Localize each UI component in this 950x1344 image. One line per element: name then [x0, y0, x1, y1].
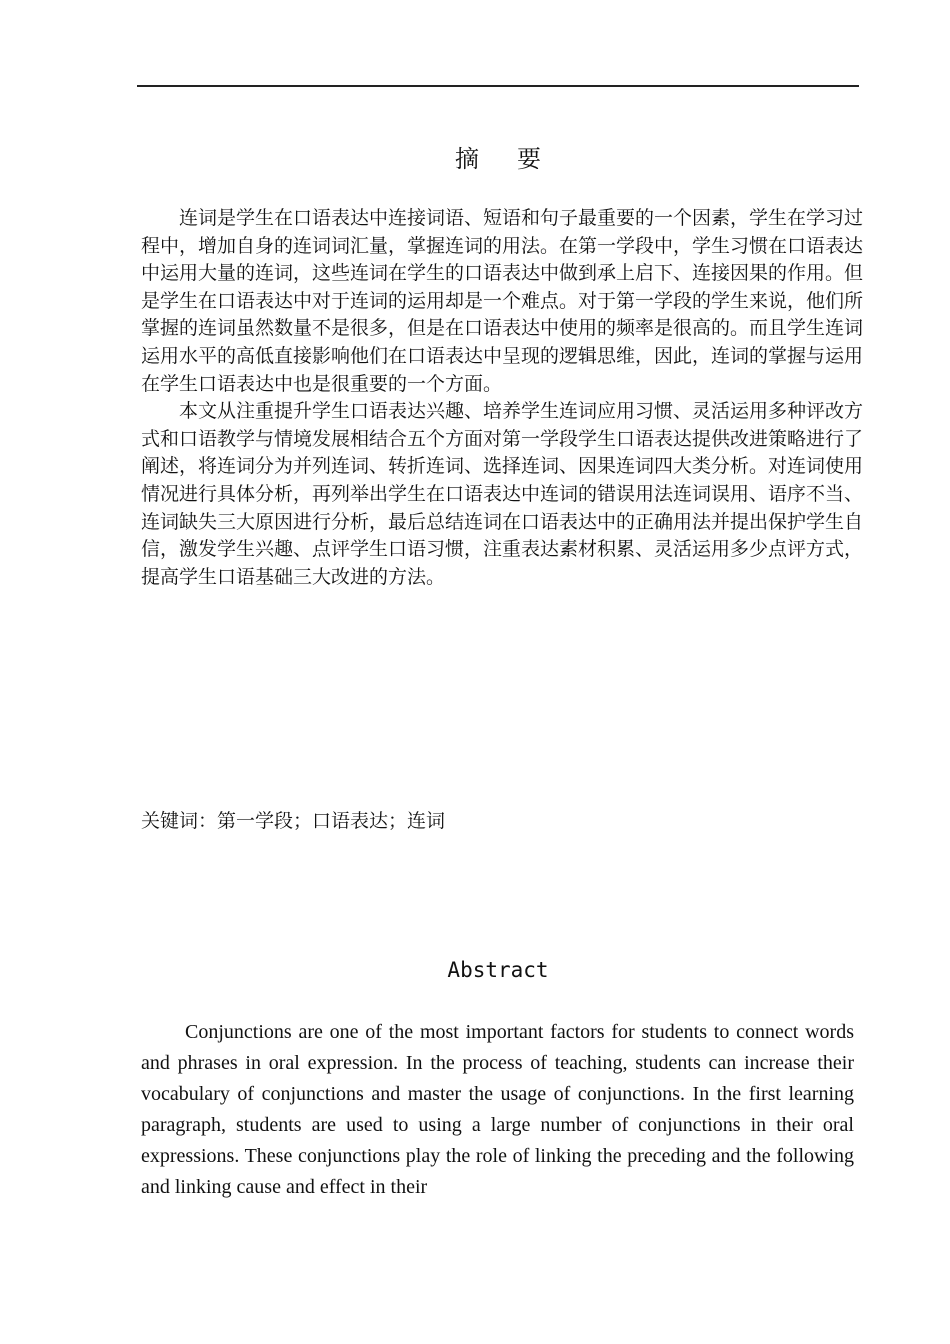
keywords-line — [141, 807, 863, 835]
header-rule — [137, 85, 859, 87]
english-abstract-paragraph-1: Conjunctions are one of the most important factors for students to connect words and phrases in oral expression. In the process of teaching, students can increase their vocabulary of conjunctions and master the usage of conjunctions. In the first learning paragraph, students are used to using a large number of conjunctions in their oral expressions. These conjunctions play the role of linking the preceding and the following and linking cause and effect in their — [141, 1021, 854, 1198]
english-abstract-body — [141, 1017, 854, 1203]
chinese-abstract-title: 摘要 — [455, 145, 579, 173]
chinese-abstract-paragraph-1: 连词是学生在口语表达中连接词语、短语和句子最重要的一个因素，学生在学习过程中，增加自身的连词词汇量，掌握连词的用法。在第一学段中，学生习惯在口语表达中运用大量的连词，这些连词在学生的口语表达中做到承上启下、连接因果的作用。但是学生在口语表达中对于连词的运用却是一个难点。对于第一学段的学生来说，他们所掌握的连词虽然数量不是很多，但是在口语表达中使用的频率是很高的。而且学生连词运用水平的高低直接影响他们在口语表达中呈现的逻辑思维，因此，连词的掌握与运用在学生口语表达中也是很重要的一个方面。 — [141, 207, 864, 395]
chinese-abstract-body — [141, 205, 863, 591]
english-abstract-title: Abstract — [447, 958, 549, 982]
keywords-label: 关键词： — [141, 810, 218, 832]
chinese-abstract-paragraph-2: 本文从注重提升学生口语表达兴趣、培养学生连词应用习惯、灵活运用多种评改方式和口语教学与情境发展相结合五个方面对第一学段学生口语表达提供改进策略进行了阐述，将连词分为并列连词、转折连词、选择连词、因果连词四大类分析。对连词使用情况进行具体分析，再列举出学生在口语表达中连词的错误用法连词误用、语序不当、连词缺失三大原因进行分析，最后总结连词在口语表达中的正确用法并提出保护学生自信，激发学生兴趣、点评学生口语习惯，注重表达素材积累、灵活运用多少点评方式，提高学生口语基础三大改进的方法。 — [141, 400, 864, 588]
keywords-value: 第一学段；口语表达；连词 — [217, 810, 446, 832]
